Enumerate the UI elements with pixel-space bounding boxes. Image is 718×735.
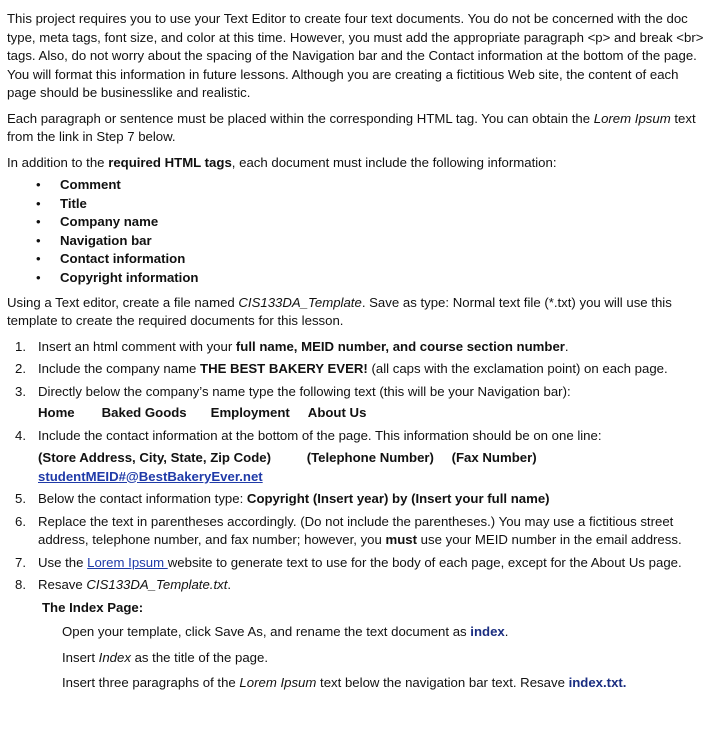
list-item <box>7 250 708 269</box>
list-item <box>7 232 708 251</box>
text: Insert <box>62 649 99 665</box>
list-item <box>7 213 708 232</box>
index-page-section <box>7 599 708 693</box>
text: Directly below the company’s name type the following text (this will be your Navigation bar): <box>38 383 571 399</box>
text: . <box>227 577 232 593</box>
requirements-paragraph <box>7 154 708 173</box>
list-item <box>7 176 708 195</box>
list-item <box>7 269 708 288</box>
template-filename: CIS133DA_Template.txt <box>86 577 228 593</box>
bullet-icon: • <box>36 269 41 285</box>
contact-address: (Store Address, City, State, Zip Code) <box>38 450 272 466</box>
bold-text: must <box>385 532 418 548</box>
bullet-icon: • <box>36 195 41 211</box>
text: Use the <box>38 554 88 570</box>
text: text from the link in Step 7 below. <box>7 110 696 144</box>
intro-paragraph: This project requires you to use your Text Editor to create four text documents. You do not be concerned with the doc type, meta tags, font size, and color at this time. However, you must add the appropriate paragraph <p> and break <br> tags. Also, do not worry about the spacing of the Navigation bar and the Contact information at the bottom of the page. You will format this information in future lessons. Although you are creating a fictitious Web site, the content of each page should be businesslike and realistic. <box>7 11 704 100</box>
text: , each document must include the following information: <box>231 154 557 170</box>
step-number: 2. <box>15 361 26 377</box>
company-name: THE BEST BAKERY EVER! <box>200 361 368 377</box>
step-number: 4. <box>15 427 26 443</box>
step-3 <box>7 383 708 423</box>
text: Replace the text in parentheses accordingly. (Do not include the parentheses.) You may use a fictitious street address, telephone number, and fax number; however, you <box>38 513 674 548</box>
step-number: 6. <box>15 513 26 529</box>
contact-fax: (Fax Number) <box>451 450 537 466</box>
lorem-ipsum-italic: Lorem Ipsum <box>239 675 317 691</box>
step-number: 3. <box>15 383 26 399</box>
step-number: 5. <box>15 491 26 507</box>
navigation-bar-text <box>38 404 708 423</box>
step-number: 1. <box>15 338 26 354</box>
lorem-ipsum-italic: Lorem Ipsum <box>593 110 671 126</box>
step-8 <box>7 576 708 595</box>
step-5 <box>7 490 708 509</box>
text: . Save as type: Normal text file (*.txt) you will use this template to create the required documents for this lesson. <box>7 294 672 329</box>
index-instruction-1 <box>42 623 708 642</box>
text: Insert three paragraphs of the <box>62 675 240 691</box>
nav-employment: Employment <box>210 405 290 421</box>
nav-home: Home <box>38 405 75 421</box>
step-1 <box>7 338 708 357</box>
index-instruction-3 <box>42 674 708 693</box>
text: Include the contact information at the bottom of the page. This information should be on one line: <box>38 427 602 443</box>
step-number: 8. <box>15 577 26 593</box>
email-link[interactable]: studentMEID#@BestBakeryEver.net <box>38 468 263 484</box>
step-number: 7. <box>15 554 26 570</box>
list-item-label: Title <box>60 195 87 211</box>
step-4 <box>7 427 708 487</box>
copyright-text: Copyright (Insert year) by (Insert your full name) <box>246 491 550 507</box>
text: Insert an html comment with your <box>38 338 236 354</box>
step-6 <box>7 513 708 550</box>
step-7 <box>7 554 708 573</box>
text: Below the contact information type: <box>38 491 247 507</box>
steps-list <box>7 338 708 595</box>
bullet-icon: • <box>36 214 41 230</box>
text: Include the company name <box>38 361 201 377</box>
text: In addition to the <box>7 154 109 170</box>
bold-text: full name, MEID number, and course section number <box>235 338 565 354</box>
bullet-icon: • <box>36 177 41 192</box>
text: (all caps with the exclamation point) on each page. <box>367 361 668 377</box>
html-tag-paragraph <box>7 110 708 147</box>
text: Each paragraph or sentence must be placed within the corresponding HTML tag. You can obtain the <box>7 110 594 126</box>
template-filename: CIS133DA_Template <box>238 294 362 310</box>
nav-about-us: About Us <box>307 405 367 421</box>
index-filename: index <box>470 624 505 640</box>
text: as the title of the page. <box>130 649 269 665</box>
index-title-italic: Index <box>98 649 131 665</box>
bullet-icon: • <box>36 251 41 267</box>
list-item-label: Contact information <box>60 251 186 267</box>
template-paragraph <box>7 294 708 331</box>
step-2 <box>7 360 708 379</box>
requirements-list <box>7 176 708 288</box>
text: . <box>564 338 569 354</box>
text: website to generate text to use for the body of each page, except for the About Us page. <box>167 554 682 570</box>
lorem-ipsum-link[interactable]: Lorem Ipsum <box>87 554 168 570</box>
list-item-label: Company name <box>60 214 159 230</box>
required-tags-bold: required HTML tags <box>108 154 232 170</box>
nav-baked-goods: Baked Goods <box>101 405 187 421</box>
list-item-label: Navigation bar <box>60 232 152 248</box>
index-instruction-2 <box>42 649 708 668</box>
contact-info-line <box>38 449 708 468</box>
index-txt-filename: index.txt. <box>568 675 627 691</box>
list-item <box>7 195 708 214</box>
index-page-heading: The Index Page: <box>42 599 144 615</box>
contact-telephone: (Telephone Number) <box>306 450 434 466</box>
text: Using a Text editor, create a file named <box>7 294 239 310</box>
text: Resave <box>38 577 87 593</box>
list-item-label: Copyright information <box>60 269 199 285</box>
bullet-icon: • <box>36 232 41 248</box>
text: use your MEID number in the email address. <box>417 532 682 548</box>
text: Open your template, click Save As, and rename the text document as <box>62 624 471 640</box>
text: text below the navigation bar text. Resave <box>316 675 569 691</box>
text: . <box>504 624 509 640</box>
list-item-label: Comment <box>60 177 121 192</box>
